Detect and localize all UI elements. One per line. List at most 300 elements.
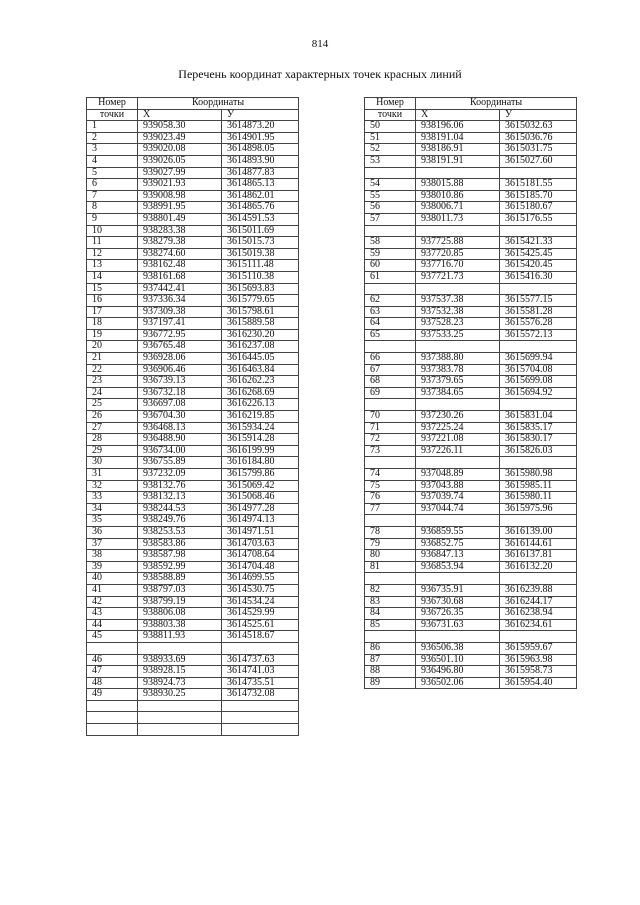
point-number-cell: 83 bbox=[365, 596, 416, 608]
point-number-header-line1: Номер bbox=[376, 97, 404, 109]
table-row bbox=[365, 237, 577, 249]
x-coordinate-cell: 936853.94 bbox=[416, 561, 500, 573]
point-number-cell: 65 bbox=[365, 329, 416, 341]
y-coordinate-cell: 3615704.08 bbox=[500, 364, 577, 376]
y-coordinate-cell: 3616238.94 bbox=[500, 608, 577, 620]
point-number-cell: 63 bbox=[365, 306, 416, 318]
y-coordinate-cell: 3615027.60 bbox=[500, 155, 577, 167]
table-row bbox=[365, 457, 577, 469]
x-coordinate-cell: 938015.88 bbox=[416, 179, 500, 191]
y-coordinate-cell: 3615176.55 bbox=[500, 213, 577, 225]
table-row bbox=[365, 642, 577, 654]
table-row bbox=[365, 132, 577, 144]
point-number-cell: 39 bbox=[87, 561, 138, 573]
x-coordinate-cell: 937725.88 bbox=[416, 237, 500, 249]
page-title: Перечень координат характерных точек красных линий bbox=[178, 67, 462, 81]
table-row bbox=[87, 202, 299, 214]
y-coordinate-cell: 3614708.64 bbox=[222, 550, 299, 562]
point-number-cell: 71 bbox=[365, 422, 416, 434]
point-number-cell: 35 bbox=[87, 515, 138, 527]
point-number-cell bbox=[365, 283, 416, 295]
table-row bbox=[365, 538, 577, 550]
x-coordinate-cell: 936731.63 bbox=[416, 619, 500, 631]
table-row bbox=[87, 376, 299, 388]
x-coordinate-cell: 938991.95 bbox=[138, 202, 222, 214]
table-row bbox=[87, 550, 299, 562]
x-coordinate-cell bbox=[138, 642, 222, 654]
point-number-cell: 13 bbox=[87, 260, 138, 272]
y-coordinate-cell: 3615015.73 bbox=[222, 237, 299, 249]
x-coordinate-cell: 938010.86 bbox=[416, 190, 500, 202]
y-coordinate-cell: 3614974.13 bbox=[222, 515, 299, 527]
point-number-cell: 4 bbox=[87, 155, 138, 167]
point-number-cell: 47 bbox=[87, 666, 138, 678]
table-row bbox=[365, 550, 577, 562]
x-coordinate-cell: 937532.38 bbox=[416, 306, 500, 318]
x-coordinate-cell bbox=[416, 283, 500, 295]
table-row bbox=[365, 167, 577, 179]
point-number-cell: 43 bbox=[87, 608, 138, 620]
point-number-cell: 69 bbox=[365, 387, 416, 399]
y-coordinate-cell: 3615577.15 bbox=[500, 295, 577, 307]
table-row bbox=[365, 260, 577, 272]
point-number-cell: 68 bbox=[365, 376, 416, 388]
table-row bbox=[87, 411, 299, 423]
point-number-cell: 5 bbox=[87, 167, 138, 179]
table-row bbox=[87, 584, 299, 596]
table-row bbox=[365, 202, 577, 214]
x-coordinate-cell: 937226.11 bbox=[416, 445, 500, 457]
table-row bbox=[87, 155, 299, 167]
table-row bbox=[365, 584, 577, 596]
point-number-cell bbox=[365, 341, 416, 353]
table-row bbox=[365, 364, 577, 376]
point-number-cell: 88 bbox=[365, 666, 416, 678]
x-coordinate-cell: 938933.69 bbox=[138, 654, 222, 666]
point-number-cell: 46 bbox=[87, 654, 138, 666]
table-row bbox=[87, 526, 299, 538]
point-number-cell: 56 bbox=[365, 202, 416, 214]
point-number-cell: 10 bbox=[87, 225, 138, 237]
x-coordinate-cell: 938811.93 bbox=[138, 631, 222, 643]
x-coordinate-cell: 938587.98 bbox=[138, 550, 222, 562]
y-coordinate-cell: 3616234.61 bbox=[500, 619, 577, 631]
x-coordinate-cell: 938588.89 bbox=[138, 573, 222, 585]
x-coordinate-cell bbox=[416, 167, 500, 179]
table-row bbox=[365, 248, 577, 260]
x-coordinate-cell: 936859.55 bbox=[416, 526, 500, 538]
table-row bbox=[87, 677, 299, 689]
x-coordinate-cell: 936755.89 bbox=[138, 457, 222, 469]
table-row bbox=[365, 179, 577, 191]
y-coordinate-cell: 3614704.48 bbox=[222, 561, 299, 573]
table-row bbox=[87, 434, 299, 446]
y-coordinate-cell: 3616219.85 bbox=[222, 411, 299, 423]
y-coordinate-cell: 3615799.86 bbox=[222, 469, 299, 481]
y-coordinate-cell: 3614518.67 bbox=[222, 631, 299, 643]
y-coordinate-cell bbox=[500, 167, 577, 179]
x-coordinate-cell: 938924.73 bbox=[138, 677, 222, 689]
point-number-cell: 19 bbox=[87, 329, 138, 341]
table-row bbox=[87, 248, 299, 260]
x-coordinate-cell: 937048.89 bbox=[416, 469, 500, 481]
point-number-cell: 51 bbox=[365, 132, 416, 144]
y-coordinate-cell: 3615954.40 bbox=[500, 677, 577, 689]
table-row bbox=[87, 295, 299, 307]
table-row bbox=[87, 654, 299, 666]
x-coordinate-cell: 936734.00 bbox=[138, 445, 222, 457]
x-coordinate-cell bbox=[416, 573, 500, 585]
point-number-header bbox=[365, 98, 416, 110]
page-number: 814 bbox=[311, 38, 329, 50]
coordinates-table-left-body bbox=[87, 121, 299, 735]
point-number-cell: 72 bbox=[365, 434, 416, 446]
table-row bbox=[87, 179, 299, 191]
x-coordinate-cell bbox=[138, 700, 222, 712]
table-row bbox=[365, 155, 577, 167]
x-column-header: X bbox=[416, 109, 500, 121]
table-row bbox=[87, 132, 299, 144]
y-coordinate-cell: 3615581.28 bbox=[500, 306, 577, 318]
table-row bbox=[87, 608, 299, 620]
table-row bbox=[87, 619, 299, 631]
point-number-cell: 12 bbox=[87, 248, 138, 260]
y-coordinate-cell: 3614898.05 bbox=[222, 144, 299, 156]
table-row bbox=[365, 677, 577, 689]
table-row bbox=[87, 666, 299, 678]
y-coordinate-cell: 3615889.58 bbox=[222, 318, 299, 330]
point-number-cell: 58 bbox=[365, 237, 416, 249]
table-row bbox=[87, 353, 299, 365]
x-coordinate-cell: 937044.74 bbox=[416, 503, 500, 515]
table-row bbox=[87, 329, 299, 341]
x-coordinate-cell: 937309.38 bbox=[138, 306, 222, 318]
table-row bbox=[365, 341, 577, 353]
x-coordinate-cell: 938799.19 bbox=[138, 596, 222, 608]
x-coordinate-cell: 936496.80 bbox=[416, 666, 500, 678]
y-coordinate-cell: 3614977.28 bbox=[222, 503, 299, 515]
x-coordinate-cell: 936501.10 bbox=[416, 654, 500, 666]
y-coordinate-cell: 3615958.73 bbox=[500, 666, 577, 678]
y-coordinate-cell: 3614534.24 bbox=[222, 596, 299, 608]
x-coordinate-cell: 936765.48 bbox=[138, 341, 222, 353]
point-number-cell: 64 bbox=[365, 318, 416, 330]
x-coordinate-cell bbox=[138, 712, 222, 724]
point-number-cell bbox=[365, 457, 416, 469]
point-number-cell: 15 bbox=[87, 283, 138, 295]
point-number-cell: 76 bbox=[365, 492, 416, 504]
point-number-cell bbox=[365, 573, 416, 585]
y-coordinate-cell bbox=[500, 341, 577, 353]
y-coordinate-cell: 3615110.38 bbox=[222, 271, 299, 283]
table-row bbox=[365, 213, 577, 225]
table-row bbox=[87, 596, 299, 608]
table-row bbox=[87, 712, 299, 724]
x-coordinate-cell: 938132.76 bbox=[138, 480, 222, 492]
y-coordinate-cell: 3614703.63 bbox=[222, 538, 299, 550]
point-number-cell: 74 bbox=[365, 469, 416, 481]
y-coordinate-cell: 3616262.23 bbox=[222, 376, 299, 388]
y-coordinate-cell: 3616132.20 bbox=[500, 561, 577, 573]
table-row bbox=[365, 445, 577, 457]
table-row bbox=[365, 387, 577, 399]
y-coordinate-cell bbox=[500, 515, 577, 527]
x-coordinate-cell: 937232.09 bbox=[138, 469, 222, 481]
point-number-cell: 44 bbox=[87, 619, 138, 631]
point-number-cell: 7 bbox=[87, 190, 138, 202]
y-coordinate-cell: 3614877.83 bbox=[222, 167, 299, 179]
x-coordinate-cell: 938797.03 bbox=[138, 584, 222, 596]
point-number-cell: 89 bbox=[365, 677, 416, 689]
table-row bbox=[365, 469, 577, 481]
x-coordinate-cell: 937533.25 bbox=[416, 329, 500, 341]
point-number-cell: 25 bbox=[87, 399, 138, 411]
x-coordinate-cell: 937537.38 bbox=[416, 295, 500, 307]
x-coordinate-cell: 938249.76 bbox=[138, 515, 222, 527]
point-number-cell: 54 bbox=[365, 179, 416, 191]
point-number-cell: 48 bbox=[87, 677, 138, 689]
y-column-header: У bbox=[500, 109, 577, 121]
point-number-cell bbox=[87, 724, 138, 736]
point-number-cell: 50 bbox=[365, 121, 416, 133]
point-number-cell bbox=[87, 712, 138, 724]
y-coordinate-cell bbox=[500, 457, 577, 469]
x-coordinate-cell: 936906.46 bbox=[138, 364, 222, 376]
x-coordinate-cell: 939027.99 bbox=[138, 167, 222, 179]
x-coordinate-cell: 936697.08 bbox=[138, 399, 222, 411]
x-coordinate-cell: 938928.15 bbox=[138, 666, 222, 678]
y-coordinate-cell bbox=[500, 225, 577, 237]
table-row bbox=[87, 387, 299, 399]
y-coordinate-cell: 3615032.63 bbox=[500, 121, 577, 133]
y-coordinate-cell: 3615980.98 bbox=[500, 469, 577, 481]
point-number-cell bbox=[365, 515, 416, 527]
x-coordinate-cell bbox=[416, 515, 500, 527]
x-coordinate-cell: 936730.68 bbox=[416, 596, 500, 608]
table-row bbox=[365, 295, 577, 307]
point-number-cell: 34 bbox=[87, 503, 138, 515]
point-number-cell: 41 bbox=[87, 584, 138, 596]
x-coordinate-cell: 937384.65 bbox=[416, 387, 500, 399]
y-coordinate-cell: 3616239.88 bbox=[500, 584, 577, 596]
x-coordinate-cell bbox=[416, 341, 500, 353]
table-row bbox=[87, 724, 299, 736]
point-number-cell: 26 bbox=[87, 411, 138, 423]
point-number-cell: 87 bbox=[365, 654, 416, 666]
y-coordinate-cell: 3615694.92 bbox=[500, 387, 577, 399]
x-coordinate-cell: 939021.93 bbox=[138, 179, 222, 191]
table-row bbox=[87, 318, 299, 330]
coordinates-table-left bbox=[86, 97, 299, 736]
x-coordinate-cell: 937039.74 bbox=[416, 492, 500, 504]
y-coordinate-cell: 3616137.81 bbox=[500, 550, 577, 562]
x-coordinate-cell: 936468.13 bbox=[138, 422, 222, 434]
y-coordinate-cell: 3615830.17 bbox=[500, 434, 577, 446]
y-coordinate-cell bbox=[222, 700, 299, 712]
y-coordinate-cell: 3614873.20 bbox=[222, 121, 299, 133]
x-coordinate-cell: 937721.73 bbox=[416, 271, 500, 283]
table-row bbox=[87, 492, 299, 504]
table-row bbox=[365, 318, 577, 330]
point-number-header-line1: Номер bbox=[98, 97, 126, 109]
x-coordinate-cell: 938930.25 bbox=[138, 689, 222, 701]
point-number-cell: 53 bbox=[365, 155, 416, 167]
y-coordinate-cell bbox=[222, 642, 299, 654]
y-coordinate-cell: 3615831.04 bbox=[500, 411, 577, 423]
point-number-cell: 33 bbox=[87, 492, 138, 504]
y-coordinate-cell: 3614901.95 bbox=[222, 132, 299, 144]
x-coordinate-cell: 937221.08 bbox=[416, 434, 500, 446]
table-row bbox=[365, 353, 577, 365]
y-coordinate-cell: 3615980.11 bbox=[500, 492, 577, 504]
y-coordinate-cell: 3615011.69 bbox=[222, 225, 299, 237]
y-coordinate-cell bbox=[500, 631, 577, 643]
x-coordinate-cell bbox=[416, 399, 500, 411]
table-row bbox=[365, 561, 577, 573]
y-coordinate-cell: 3614732.08 bbox=[222, 689, 299, 701]
x-coordinate-cell: 939020.08 bbox=[138, 144, 222, 156]
table-row bbox=[87, 689, 299, 701]
x-coordinate-cell: 937716.70 bbox=[416, 260, 500, 272]
x-coordinate-cell: 937442.41 bbox=[138, 283, 222, 295]
y-coordinate-cell: 3615693.83 bbox=[222, 283, 299, 295]
point-number-header bbox=[87, 98, 138, 110]
y-coordinate-cell: 3614741.03 bbox=[222, 666, 299, 678]
y-coordinate-cell: 3615699.08 bbox=[500, 376, 577, 388]
x-coordinate-cell: 936852.75 bbox=[416, 538, 500, 550]
table-row bbox=[365, 492, 577, 504]
point-number-cell: 60 bbox=[365, 260, 416, 272]
x-coordinate-cell: 938583.86 bbox=[138, 538, 222, 550]
point-number-cell: 28 bbox=[87, 434, 138, 446]
table-row bbox=[365, 411, 577, 423]
point-number-cell: 78 bbox=[365, 526, 416, 538]
point-number-cell: 59 bbox=[365, 248, 416, 260]
x-coordinate-cell: 938806.08 bbox=[138, 608, 222, 620]
y-coordinate-cell bbox=[500, 573, 577, 585]
x-coordinate-cell: 937383.78 bbox=[416, 364, 500, 376]
point-number-cell: 9 bbox=[87, 213, 138, 225]
y-coordinate-cell: 3615826.03 bbox=[500, 445, 577, 457]
point-number-cell: 22 bbox=[87, 364, 138, 376]
x-coordinate-cell: 937388.80 bbox=[416, 353, 500, 365]
table-row bbox=[87, 642, 299, 654]
table-row bbox=[87, 364, 299, 376]
y-coordinate-cell: 3615181.55 bbox=[500, 179, 577, 191]
point-number-cell: 31 bbox=[87, 469, 138, 481]
x-coordinate-cell: 938274.60 bbox=[138, 248, 222, 260]
x-coordinate-cell: 936506.38 bbox=[416, 642, 500, 654]
table-row bbox=[365, 619, 577, 631]
point-number-cell: 73 bbox=[365, 445, 416, 457]
point-number-cell bbox=[365, 399, 416, 411]
x-coordinate-cell: 936704.30 bbox=[138, 411, 222, 423]
x-coordinate-cell: 939023.49 bbox=[138, 132, 222, 144]
table-row bbox=[87, 480, 299, 492]
table-row bbox=[365, 654, 577, 666]
point-number-cell: 6 bbox=[87, 179, 138, 191]
point-number-cell: 2 bbox=[87, 132, 138, 144]
y-coordinate-cell: 3616226.13 bbox=[222, 399, 299, 411]
table-row bbox=[365, 306, 577, 318]
x-coordinate-cell: 937528.23 bbox=[416, 318, 500, 330]
table-row bbox=[365, 225, 577, 237]
x-coordinate-cell: 937379.65 bbox=[416, 376, 500, 388]
point-number-cell: 77 bbox=[365, 503, 416, 515]
point-number-cell: 55 bbox=[365, 190, 416, 202]
table-row bbox=[87, 121, 299, 133]
point-number-cell: 81 bbox=[365, 561, 416, 573]
point-number-cell bbox=[365, 631, 416, 643]
table-row bbox=[365, 503, 577, 515]
x-coordinate-cell bbox=[416, 225, 500, 237]
x-coordinate-cell: 939008.98 bbox=[138, 190, 222, 202]
x-coordinate-cell: 936847.13 bbox=[416, 550, 500, 562]
point-number-cell: 11 bbox=[87, 237, 138, 249]
y-coordinate-cell: 3615985.11 bbox=[500, 480, 577, 492]
table-row bbox=[87, 515, 299, 527]
table-row bbox=[87, 341, 299, 353]
x-coordinate-cell: 938801.49 bbox=[138, 213, 222, 225]
x-coordinate-cell: 937225.24 bbox=[416, 422, 500, 434]
y-coordinate-cell bbox=[500, 399, 577, 411]
table-row bbox=[87, 271, 299, 283]
table-row bbox=[365, 631, 577, 643]
table-row bbox=[365, 271, 577, 283]
x-coordinate-cell bbox=[138, 724, 222, 736]
table-row bbox=[365, 666, 577, 678]
table-row bbox=[365, 596, 577, 608]
y-coordinate-cell: 3615031.75 bbox=[500, 144, 577, 156]
point-number-cell: 18 bbox=[87, 318, 138, 330]
table-row bbox=[87, 283, 299, 295]
y-coordinate-cell: 3615068.46 bbox=[222, 492, 299, 504]
x-coordinate-cell: 937336.34 bbox=[138, 295, 222, 307]
point-number-cell bbox=[87, 700, 138, 712]
x-coordinate-cell: 939026.05 bbox=[138, 155, 222, 167]
point-number-cell: 20 bbox=[87, 341, 138, 353]
point-number-cell: 8 bbox=[87, 202, 138, 214]
point-number-cell: 62 bbox=[365, 295, 416, 307]
coordinates-header: Координаты bbox=[416, 98, 577, 110]
x-coordinate-cell: 936739.13 bbox=[138, 376, 222, 388]
point-number-cell: 27 bbox=[87, 422, 138, 434]
x-coordinate-cell: 936488.90 bbox=[138, 434, 222, 446]
y-coordinate-cell bbox=[222, 724, 299, 736]
x-coordinate-cell: 938191.91 bbox=[416, 155, 500, 167]
table-row bbox=[87, 213, 299, 225]
x-coordinate-cell: 938011.73 bbox=[416, 213, 500, 225]
y-coordinate-cell: 3616184.80 bbox=[222, 457, 299, 469]
x-coordinate-cell: 937230.26 bbox=[416, 411, 500, 423]
x-coordinate-cell: 938283.38 bbox=[138, 225, 222, 237]
y-coordinate-cell: 3615420.45 bbox=[500, 260, 577, 272]
point-number-header-line2: точки bbox=[87, 109, 138, 121]
x-coordinate-cell: 938803.38 bbox=[138, 619, 222, 631]
point-number-cell: 36 bbox=[87, 526, 138, 538]
y-coordinate-cell: 3616244.17 bbox=[500, 596, 577, 608]
y-coordinate-cell: 3615069.42 bbox=[222, 480, 299, 492]
point-number-cell: 30 bbox=[87, 457, 138, 469]
y-coordinate-cell: 3614525.61 bbox=[222, 619, 299, 631]
y-coordinate-cell: 3616139.00 bbox=[500, 526, 577, 538]
y-coordinate-cell: 3614735.51 bbox=[222, 677, 299, 689]
point-number-cell: 84 bbox=[365, 608, 416, 620]
point-number-cell: 45 bbox=[87, 631, 138, 643]
y-coordinate-cell: 3616445.05 bbox=[222, 353, 299, 365]
point-number-cell: 29 bbox=[87, 445, 138, 457]
y-coordinate-cell: 3616268.69 bbox=[222, 387, 299, 399]
